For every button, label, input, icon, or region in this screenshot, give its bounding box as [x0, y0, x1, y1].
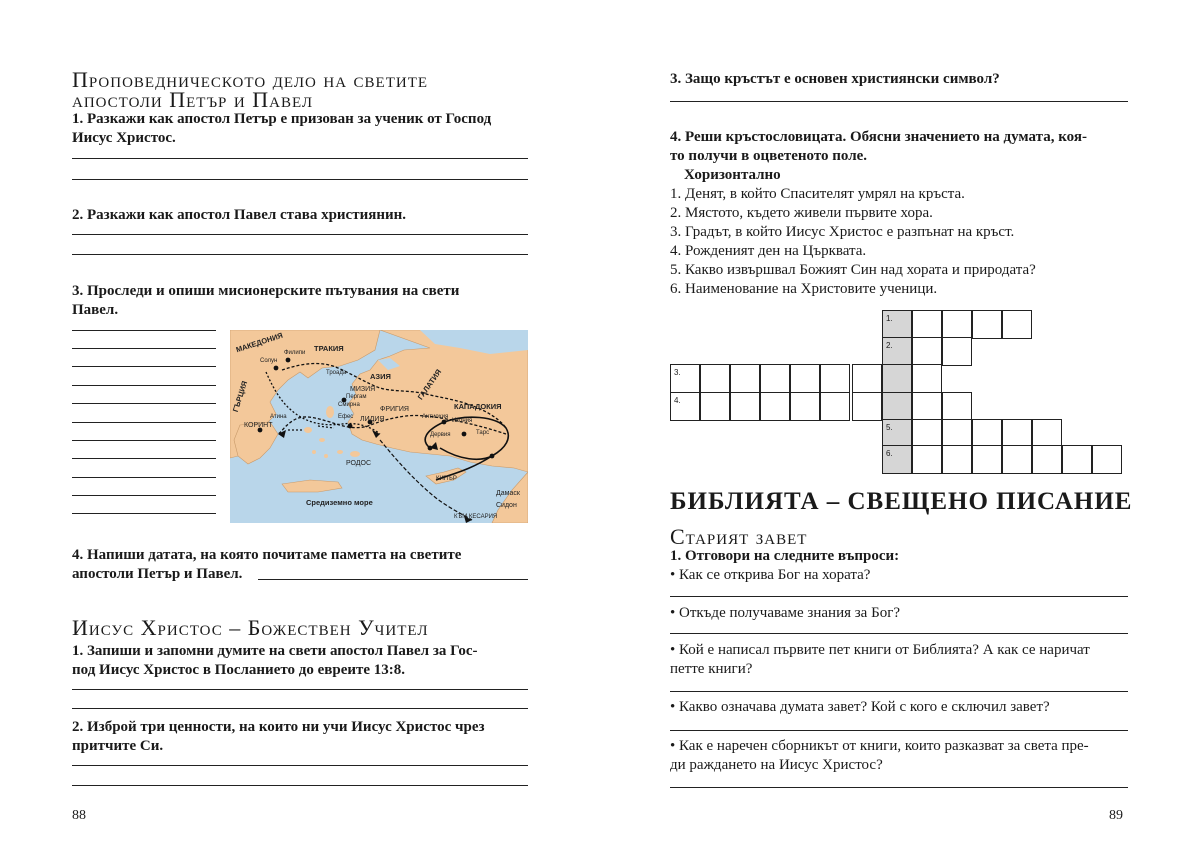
answer-line[interactable] [72, 689, 528, 690]
city-dot [428, 446, 433, 451]
section-title-apostles: Проповедническото дело на светите апостоли Петър и Павел [72, 67, 429, 112]
label-rhodes: РОДОС [346, 460, 372, 467]
crossword-cell[interactable] [882, 364, 912, 393]
label-caesarea: КЪМ КЕСАРИЯ [454, 514, 498, 520]
answer-line[interactable] [258, 579, 528, 580]
rhodes-island [350, 451, 360, 457]
crossword-cell[interactable] [912, 419, 942, 448]
question-parables: 2. Изброй три ценности, на които ни учи Иисус Христос чрез притчите Си. [72, 719, 485, 754]
label-athens: Атина [270, 414, 287, 420]
label-mediterranean: Средиземно море [306, 498, 373, 507]
answer-line[interactable] [670, 730, 1128, 731]
crossword-cell[interactable] [912, 445, 942, 474]
crossword-cell[interactable] [942, 419, 972, 448]
bullet-question: • Как е наречен сборникът от книги, които разказват за света пре- ди раждането на Иисус Христос? [670, 738, 1089, 773]
crossword-cell[interactable] [790, 364, 820, 393]
label-sidon: Сидон [496, 502, 517, 509]
label-pergamon: Пергам [346, 394, 367, 400]
bullet-question: • Какво означава думата завет? Кой с кого е сключил завет? [670, 699, 1050, 715]
page-number-right: 89 [1109, 808, 1123, 823]
city-dot [274, 366, 279, 371]
answer-line[interactable] [72, 348, 216, 349]
crossword-cell[interactable] [912, 364, 942, 393]
answer-line[interactable] [72, 785, 528, 786]
question-hebrews: 1. Запиши и запомни думите на свети апостол Павел за Гос- под Иисус Христос в Посланието до евреите 13:8. [72, 643, 478, 678]
crossword-cell[interactable] [882, 419, 912, 448]
crossword-cell[interactable] [730, 364, 760, 393]
crossword-cell[interactable] [882, 392, 912, 421]
answer-line[interactable] [72, 440, 216, 441]
answer-line[interactable] [72, 477, 216, 478]
island [304, 427, 312, 433]
crossword-cell[interactable] [790, 392, 820, 421]
label-corinth: КОРИНТ [244, 422, 273, 429]
crossword-cell[interactable] [1032, 445, 1062, 474]
clue: 6. Наименование на Христовите ученици. [670, 281, 938, 297]
city-dot [442, 420, 447, 425]
crossword-cell[interactable] [972, 310, 1002, 339]
crossword-cell[interactable] [882, 337, 912, 366]
crossword-cell[interactable] [942, 310, 972, 339]
crossword-row-number: 2. [886, 341, 893, 350]
crossword-cell[interactable] [670, 364, 700, 393]
label-solun: Солун [260, 358, 278, 364]
label-philippi: Филипи [284, 350, 306, 356]
city-dot [348, 424, 353, 429]
page-number-left: 88 [72, 808, 86, 823]
crossword-row-number: 6. [886, 449, 893, 458]
island [312, 450, 316, 454]
crossword-cell[interactable] [942, 392, 972, 421]
question-answer-following: 1. Отговори на следните въпроси: [670, 548, 900, 564]
crossword-row-number: 5. [886, 423, 893, 432]
section-title-old-testament: Старият завет [670, 524, 808, 549]
crossword-cell[interactable] [972, 419, 1002, 448]
crossword-cell[interactable] [670, 392, 700, 421]
clue: 4. Рожденият ден на Църквата. [670, 243, 867, 259]
crossword-cell[interactable] [700, 392, 730, 421]
answer-line[interactable] [72, 158, 528, 159]
answer-line[interactable] [72, 385, 216, 386]
answer-line[interactable] [72, 458, 216, 459]
crossword-cell[interactable] [760, 392, 790, 421]
question-cross-symbol: 3. Защо кръстът е основен християнски символ? [670, 71, 1000, 87]
clue: 2. Мястото, където живели първите хора. [670, 205, 933, 221]
crossword-cell[interactable] [942, 337, 972, 366]
label-asia: АЗИЯ [370, 372, 391, 381]
clue: 3. Градът, в който Иисус Христос е разпънат на кръст. [670, 224, 1015, 240]
label-galatia: ГАЛАТИЯ [415, 367, 444, 402]
city-dot [286, 358, 291, 363]
crossword-cell[interactable] [912, 392, 942, 421]
label-ephesus: Ефес [338, 414, 354, 420]
crossword-horizontal-heading: Хоризонтално [684, 167, 781, 183]
island [319, 438, 325, 442]
crossword-cell[interactable] [852, 392, 882, 421]
crossword-cell[interactable] [1002, 445, 1032, 474]
crossword-cell[interactable] [730, 392, 760, 421]
crossword-cell[interactable] [1092, 445, 1122, 474]
answer-line[interactable] [670, 787, 1128, 788]
question-journeys: 3. Проследи и опиши мисионерските пътувания на свети Павел. [72, 283, 460, 318]
label-damascus: Дамаск [496, 490, 520, 497]
answer-line[interactable] [670, 691, 1128, 692]
island [324, 454, 328, 458]
question-paul: 2. Разкажи как апостол Павел става християнин. [72, 207, 407, 223]
section-title-teacher: Иисус Христос – Божествен Учител [72, 615, 429, 640]
answer-line[interactable] [72, 330, 216, 331]
label-smyrna: Смирна [338, 402, 360, 408]
crossword-cell[interactable] [882, 445, 912, 474]
answer-line[interactable] [72, 513, 216, 514]
answer-line[interactable] [72, 422, 216, 423]
label-phrygia: ФРИГИЯ [380, 406, 409, 413]
section-title-bible: БИБЛИЯТА – СВЕЩЕНО ПИСАНИЕ [670, 488, 1133, 515]
label-cappadocia: КАПАДОКИЯ [454, 402, 502, 411]
crossword-cell[interactable] [700, 364, 730, 393]
bullet-question: • Откъде получаваме знания за Бог? [670, 605, 901, 621]
clue: 1. Денят, в който Спасителят умрял на кръста. [670, 186, 965, 202]
label-troas: Троада [326, 370, 347, 376]
question-feast-date: 4. Напиши датата, на която почитаме паметта на светите апостоли Петър и Павел. [72, 547, 462, 582]
crossword-cell[interactable] [882, 310, 912, 339]
question-crossword: 4. Реши кръстословицата. Обясни значението на думата, коя- то получи в оцветеното поле. [670, 129, 1087, 164]
label-cyprus: КИПЪР [436, 476, 457, 482]
answer-line[interactable] [72, 254, 528, 255]
crossword-cell[interactable] [852, 364, 882, 393]
label-mysia: МИЗИЯ [350, 386, 376, 393]
crossword-row-number: 1. [886, 314, 893, 323]
crossword-cell[interactable] [1002, 310, 1032, 339]
island [326, 406, 334, 418]
crossword-cell[interactable] [1002, 419, 1032, 448]
label-antioch: Антиохия [422, 414, 449, 420]
label-tarsus: Тарс [476, 430, 490, 436]
crossword-clues [670, 185, 1036, 299]
bullet-question: • Как се открива Бог на хората? [670, 567, 871, 583]
answer-line[interactable] [670, 101, 1128, 102]
label-greece: ГЪРЦИЯ [230, 379, 250, 414]
clue: 5. Какво извършвал Божият Син над хората и природата? [670, 262, 1036, 278]
bullet-question: • Кой е написал първите пет книги от Библията? А как се наричат петте книги? [670, 642, 1090, 677]
answer-line[interactable] [72, 179, 528, 180]
island [337, 450, 343, 454]
question-peter: 1. Разкажи как апостол Петър е призован за ученик от Господ Иисус Христос. [72, 111, 492, 146]
crossword-cell[interactable] [912, 337, 942, 366]
label-derbe: Дервия [430, 432, 451, 438]
crossword-cell[interactable] [1032, 419, 1062, 448]
crossword-cell[interactable] [820, 364, 850, 393]
answer-line[interactable] [72, 403, 216, 404]
city-dot [490, 454, 495, 459]
crossword-cell[interactable] [820, 392, 850, 421]
answer-line[interactable] [670, 596, 1128, 597]
journeys-map [230, 330, 528, 523]
answer-line[interactable] [670, 633, 1128, 634]
answer-line[interactable] [72, 708, 528, 709]
answer-line[interactable] [72, 234, 528, 235]
crossword-cell[interactable] [1062, 445, 1092, 474]
label-iconium: Икония [452, 418, 473, 424]
crossword-grid [670, 310, 1130, 474]
crossword-cell[interactable] [912, 310, 942, 339]
label-thrace: ТРАКИЯ [314, 344, 344, 353]
answer-line[interactable] [72, 495, 216, 496]
city-dot [462, 432, 467, 437]
crossword-cell[interactable] [942, 445, 972, 474]
label-lydia: ЛИДИЯ [360, 416, 385, 423]
answer-line[interactable] [72, 765, 528, 766]
crossword-cell[interactable] [972, 445, 1002, 474]
label-macedonia: МАКЕДОНИЯ [234, 330, 284, 355]
crossword-row-number: 3. [674, 368, 681, 377]
answer-line[interactable] [72, 366, 216, 367]
crossword-row-number: 4. [674, 396, 681, 405]
crossword-cell[interactable] [760, 364, 790, 393]
